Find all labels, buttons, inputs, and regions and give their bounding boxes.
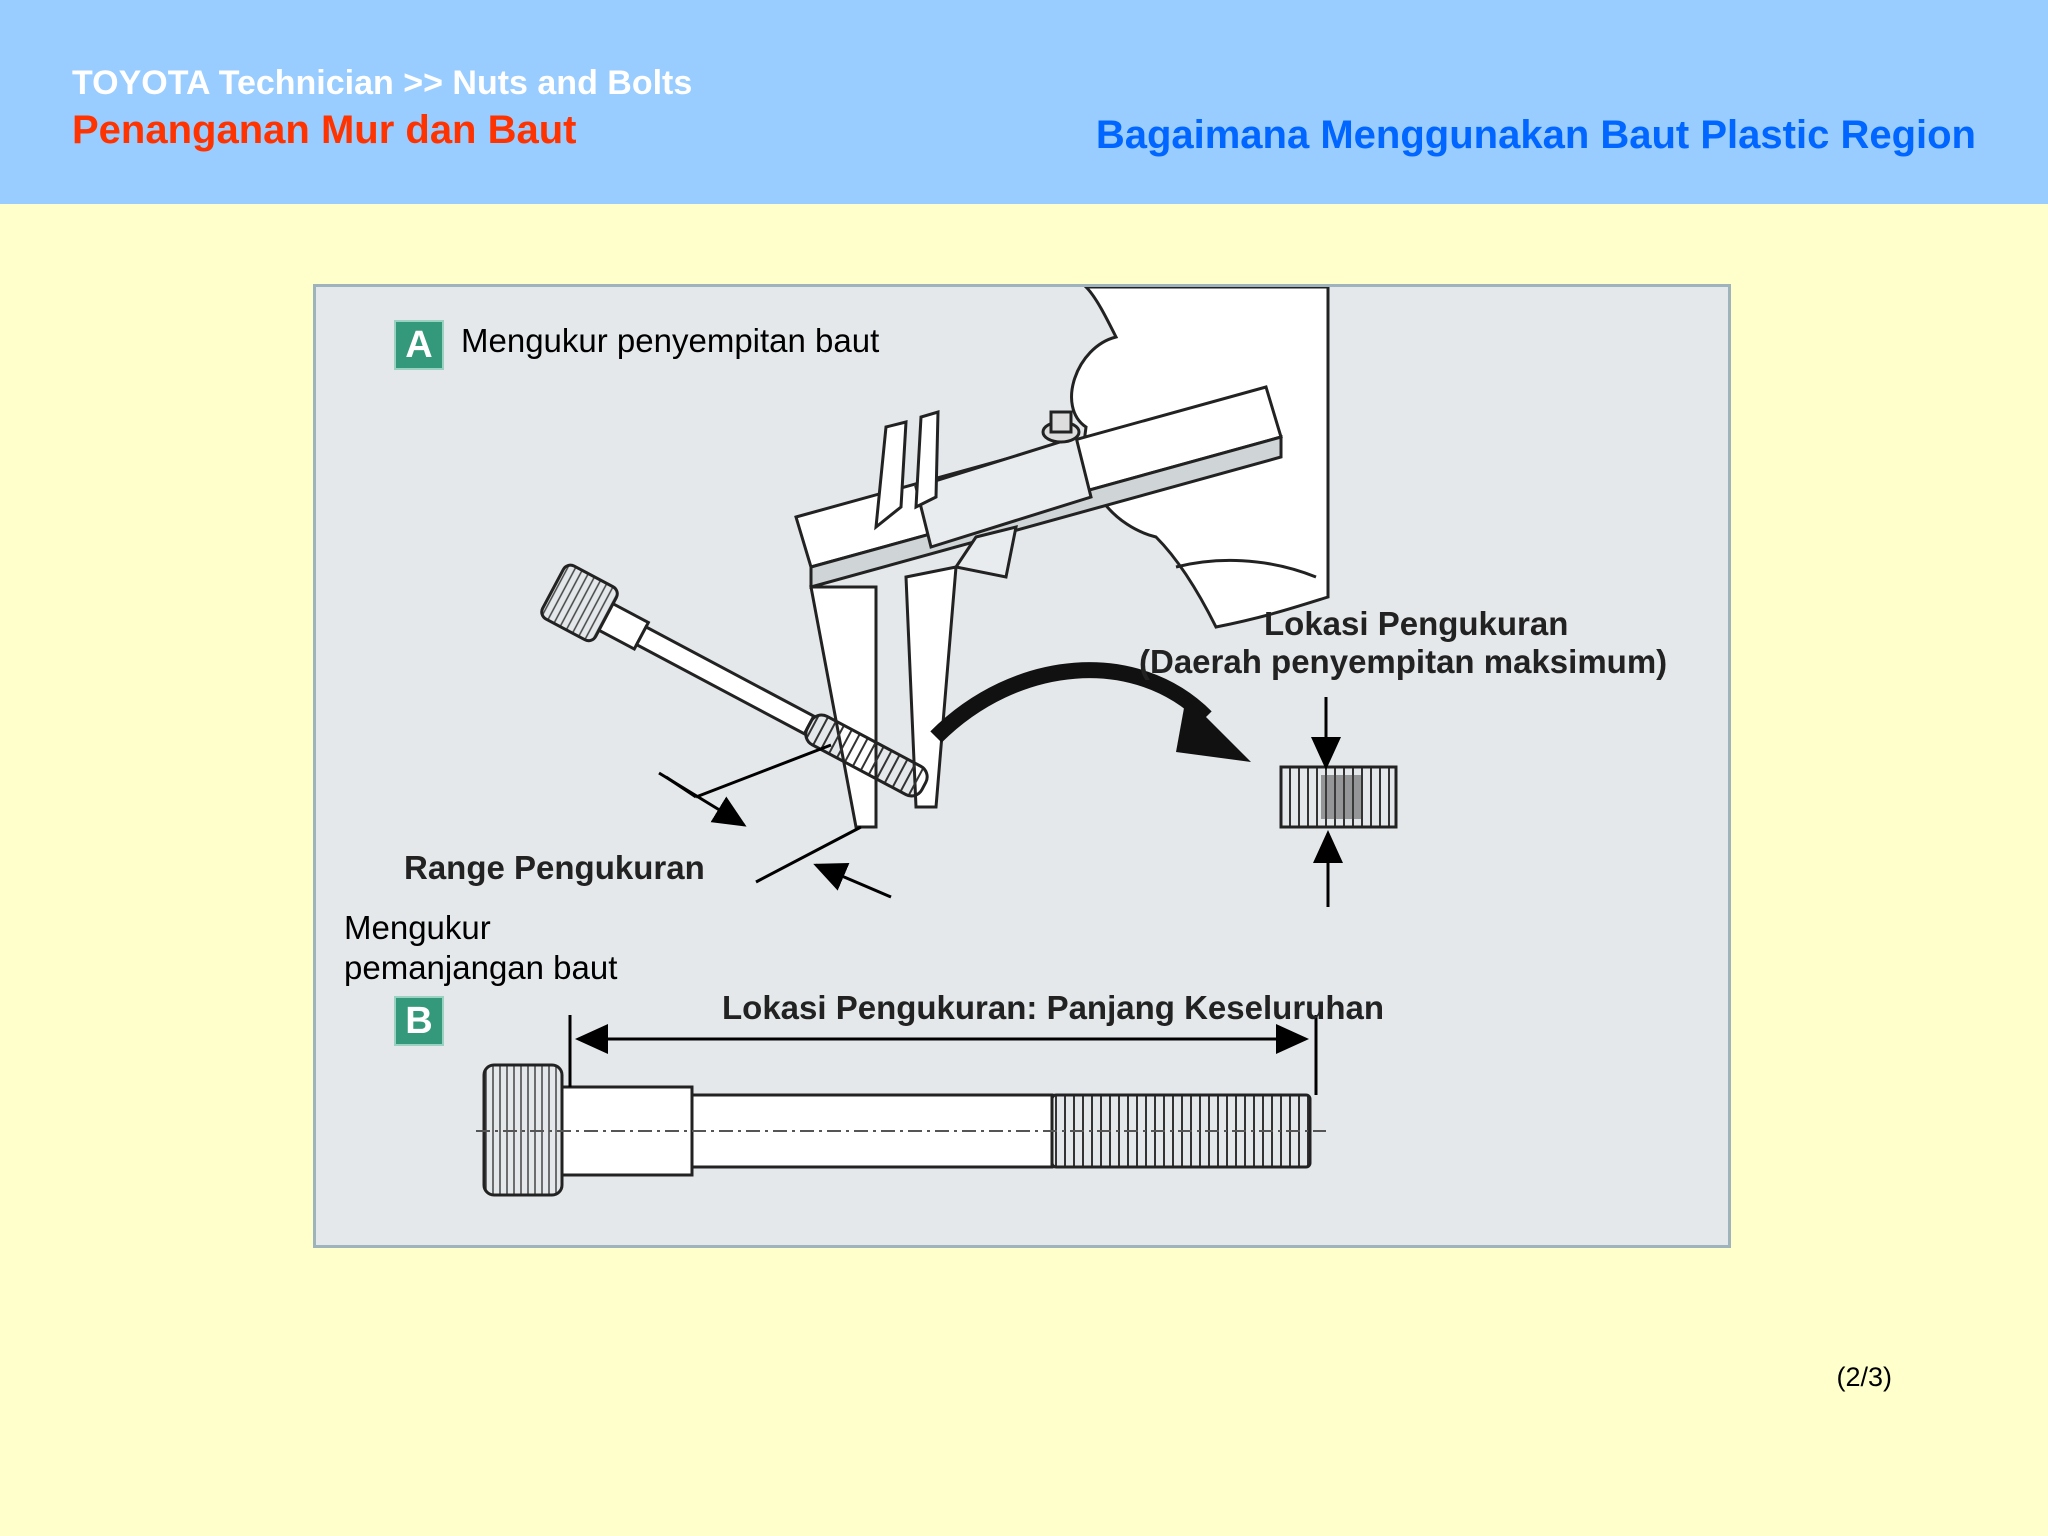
page-number: (2/3) bbox=[1836, 1362, 1892, 1392]
section-b-caption-line2: pemanjangan baut bbox=[344, 949, 618, 986]
bolt-a-icon bbox=[539, 562, 938, 812]
topic-title: Bagaimana Menggunakan Baut Plastic Region bbox=[1095, 113, 1976, 157]
thread-closeup-icon bbox=[1281, 697, 1396, 907]
section-b-badge: B bbox=[394, 996, 444, 1046]
section-a-badge: A bbox=[394, 320, 444, 370]
measurement-range-label: Range Pengukuran bbox=[404, 849, 705, 886]
section-b-caption-line1: Mengukur bbox=[344, 909, 491, 946]
bolt-b-icon bbox=[476, 1015, 1326, 1195]
measurement-location-label: Lokasi Pengukuran bbox=[1264, 605, 1569, 642]
measurement-location-detail: (Daerah penyempitan maksimum) bbox=[1139, 643, 1668, 680]
header-bar bbox=[0, 0, 2048, 204]
section-a-caption: Mengukur penyempitan baut bbox=[461, 322, 880, 359]
illustration bbox=[316, 287, 1728, 1245]
page-subtitle: Penanganan Mur dan Baut bbox=[72, 108, 577, 152]
bolt-measurement-figure bbox=[313, 284, 1731, 1248]
total-length-label: Lokasi Pengukuran: Panjang Keseluruhan bbox=[722, 989, 1384, 1026]
breadcrumb: TOYOTA Technician >> Nuts and Bolts bbox=[72, 64, 693, 102]
